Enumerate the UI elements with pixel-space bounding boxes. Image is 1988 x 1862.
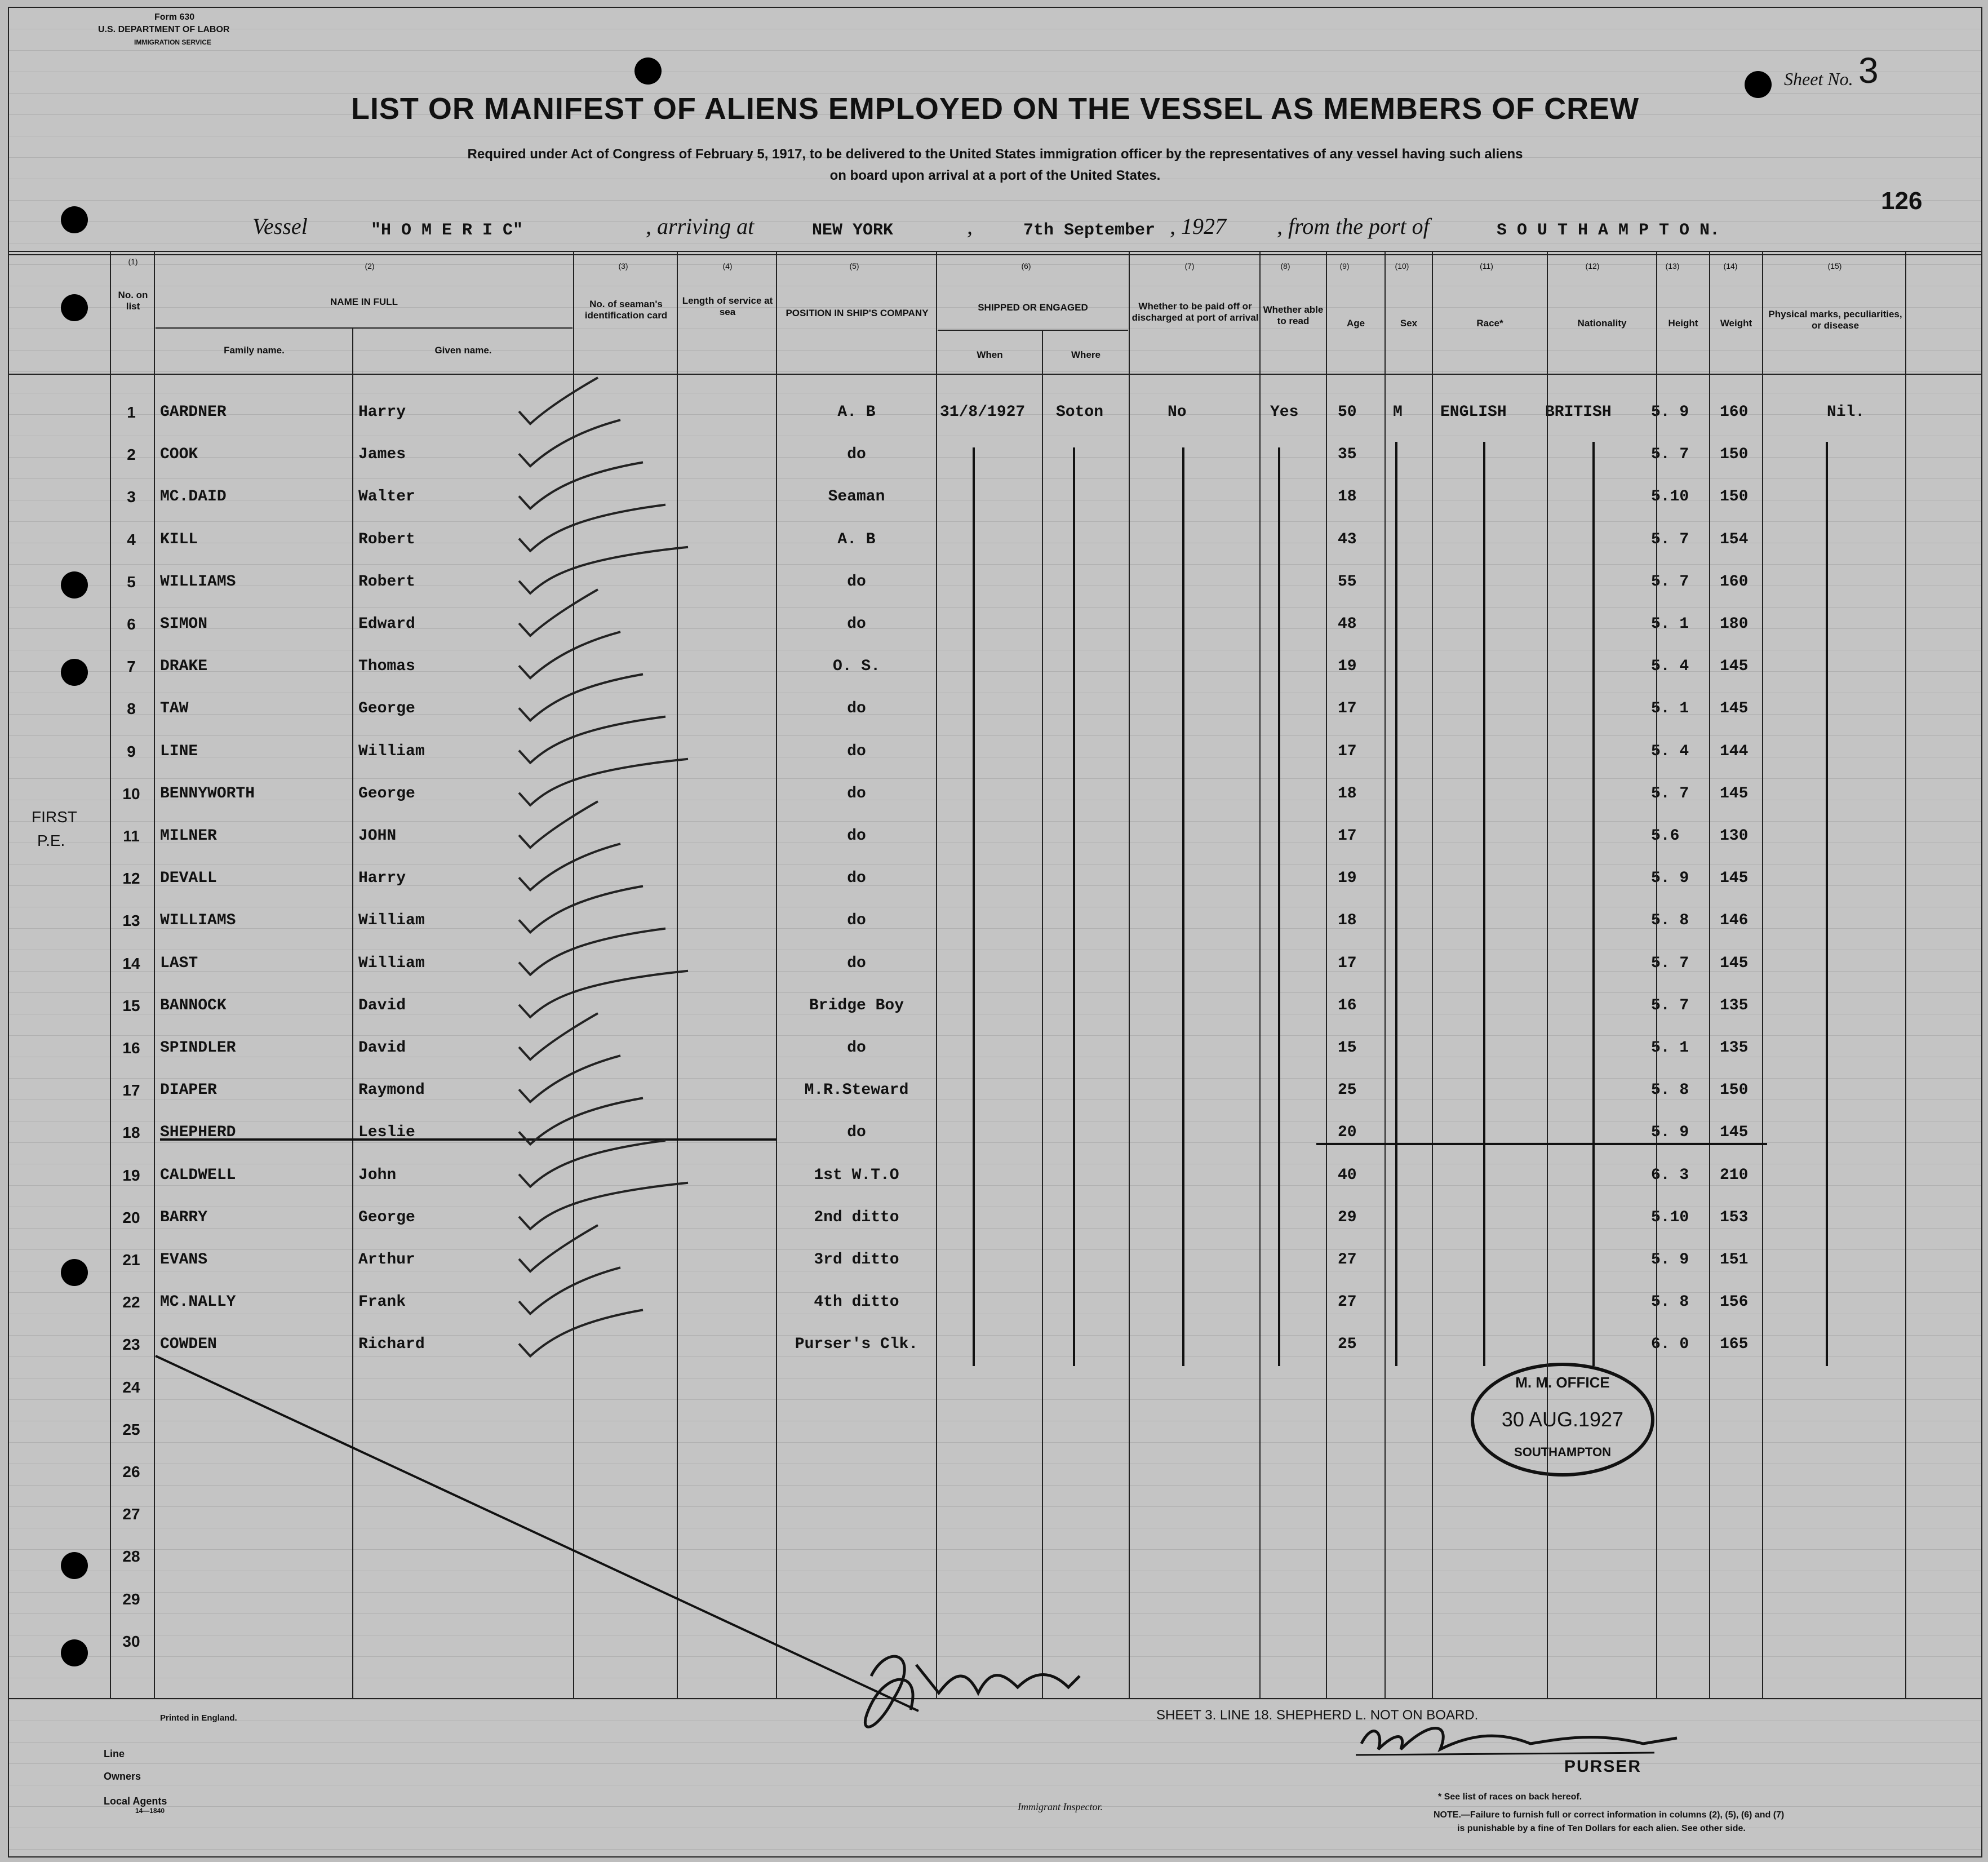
- family-name-cell: DEVALL: [160, 870, 217, 888]
- weight-cell: 151: [1720, 1251, 1749, 1269]
- position-cell: do: [847, 954, 866, 972]
- position-cell: Seaman: [828, 488, 885, 506]
- weight-cell: 210: [1720, 1166, 1749, 1184]
- age-cell: 27: [1338, 1293, 1357, 1311]
- check-mark: [519, 378, 598, 424]
- given-name-cell: Walter: [358, 488, 415, 506]
- check-mark: [519, 844, 620, 890]
- given-name-cell: JOHN: [358, 827, 397, 845]
- row-number: 12: [122, 870, 140, 888]
- header-nationality: Nationality: [1577, 318, 1627, 329]
- position-cell: 4th ditto: [814, 1293, 899, 1311]
- height-cell: 5. 9: [1651, 1251, 1689, 1269]
- family-name-cell: TAW: [160, 700, 189, 718]
- family-name-cell: SIMON: [160, 615, 208, 633]
- header-able-read: Whether able to read: [1263, 304, 1324, 326]
- age-cell: 17: [1338, 827, 1357, 845]
- given-name-cell: Leslie: [358, 1124, 415, 1142]
- col-num: (8): [1280, 261, 1290, 271]
- check-mark: [519, 1225, 598, 1271]
- age-cell: 20: [1338, 1124, 1357, 1142]
- sex-cell: M: [1393, 404, 1403, 421]
- header-height: Height: [1668, 318, 1698, 329]
- stamp-top-text: M. M. OFFICE: [1515, 1374, 1610, 1391]
- col-num: (11): [1480, 261, 1493, 271]
- header-length-service: Length of service at sea: [682, 295, 773, 317]
- age-cell: 18: [1338, 784, 1357, 803]
- check-mark: [519, 759, 688, 805]
- row-number: 9: [127, 742, 136, 760]
- check-mark: [519, 971, 688, 1017]
- row-number: 3: [127, 488, 136, 506]
- check-mark: [519, 717, 665, 763]
- age-cell: 35: [1338, 446, 1357, 464]
- position-cell: do: [847, 615, 866, 633]
- position-cell: Purser's Clk.: [795, 1336, 918, 1354]
- family-name-cell: CALDWELL: [160, 1166, 236, 1184]
- position-cell: do: [847, 784, 866, 803]
- weight-cell: 145: [1720, 700, 1749, 718]
- family-name-cell: WILLIAMS: [160, 573, 236, 591]
- footer-line-label: Line: [104, 1748, 125, 1759]
- header-position: POSITION IN SHIP'S COMPANY: [786, 308, 929, 318]
- age-cell: 48: [1338, 615, 1357, 633]
- printed-in-england: Printed in England.: [160, 1713, 237, 1723]
- row-number: 26: [122, 1463, 140, 1480]
- height-cell: 5.10: [1651, 488, 1689, 506]
- col-num: (10): [1395, 261, 1409, 271]
- col-num: (3): [618, 261, 628, 271]
- position-cell: do: [847, 912, 866, 930]
- position-cell: A. B: [837, 530, 876, 548]
- stamp-date: 30 AUG.1927: [1501, 1408, 1624, 1431]
- row-number: 13: [122, 912, 140, 930]
- height-cell: 5. 8: [1651, 912, 1689, 930]
- sheet-number: 3: [1858, 50, 1879, 91]
- check-mark: [519, 1267, 620, 1314]
- height-cell: 5. 1: [1651, 615, 1689, 633]
- height-cell: 5. 7: [1651, 996, 1689, 1014]
- height-cell: 5. 4: [1651, 742, 1689, 760]
- check-mark: [519, 632, 620, 678]
- family-name-cell: MC.NALLY: [160, 1293, 236, 1311]
- given-name-cell: Raymond: [358, 1081, 425, 1100]
- race-cell: ENGLISH: [1440, 404, 1507, 421]
- col-num: (6): [1021, 261, 1031, 271]
- given-name-cell: Frank: [358, 1293, 406, 1311]
- row-number: 23: [122, 1336, 140, 1354]
- position-cell: 2nd ditto: [814, 1208, 899, 1226]
- height-cell: 5.6: [1651, 827, 1680, 845]
- weight-cell: 145: [1720, 870, 1749, 888]
- row-number: 27: [122, 1505, 140, 1523]
- header-weight: Weight: [1720, 318, 1752, 329]
- col-num: (7): [1184, 261, 1195, 271]
- check-mark: [519, 420, 620, 466]
- given-name-cell: Arthur: [358, 1251, 415, 1269]
- paid-off-cell: No: [1168, 404, 1187, 421]
- weight-cell: 145: [1720, 784, 1749, 803]
- position-cell: do: [847, 1039, 866, 1057]
- row-number: 8: [127, 700, 136, 718]
- check-mark: [519, 462, 643, 508]
- age-cell: 15: [1338, 1039, 1357, 1057]
- age-cell: 29: [1338, 1208, 1357, 1226]
- weight-cell: 150: [1720, 1081, 1749, 1100]
- header-family-name: Family name.: [224, 345, 285, 356]
- position-cell: do: [847, 827, 866, 845]
- height-cell: 5. 8: [1651, 1293, 1689, 1311]
- arrival-port: NEW YORK: [812, 221, 894, 240]
- position-cell: Bridge Boy: [809, 996, 904, 1014]
- row-number: 5: [127, 573, 136, 591]
- header-where: Where: [1071, 349, 1100, 360]
- age-cell: 17: [1338, 742, 1357, 760]
- header-name-in-full: NAME IN FULL: [330, 296, 398, 307]
- row-number: 2: [127, 446, 136, 464]
- height-cell: 6. 3: [1651, 1166, 1689, 1184]
- sheet-label: Sheet No.: [1784, 69, 1853, 89]
- given-name-cell: George: [358, 700, 415, 718]
- height-cell: 5. 1: [1651, 700, 1689, 718]
- age-cell: 19: [1338, 658, 1357, 676]
- weight-cell: 145: [1720, 658, 1749, 676]
- row-number: 24: [122, 1378, 140, 1396]
- family-name-cell: COWDEN: [160, 1336, 217, 1354]
- position-cell: do: [847, 446, 866, 464]
- given-name-cell: Richard: [358, 1336, 425, 1354]
- height-cell: 5. 9: [1651, 870, 1689, 888]
- row-number: 14: [122, 954, 140, 972]
- row-number: 1: [127, 404, 136, 421]
- row-number: 11: [123, 827, 140, 845]
- subtitle-line2: on board upon arrival at a port of the United States.: [829, 168, 1161, 183]
- age-cell: 18: [1338, 912, 1357, 930]
- given-name-cell: Harry: [358, 404, 406, 421]
- able-to-read-cell: Yes: [1270, 404, 1299, 421]
- physical-marks-cell: Nil.: [1827, 404, 1865, 421]
- height-cell: 5. 7: [1651, 446, 1689, 464]
- age-cell: 25: [1338, 1336, 1357, 1354]
- given-name-cell: Robert: [358, 530, 415, 548]
- subtitle-line1: Required under Act of Congress of February 5, 1917, to be delivered to the United States immigration officer by the representatives of any vessel having such aliens: [467, 147, 1523, 162]
- row-number: 22: [122, 1293, 140, 1311]
- weight-cell: 165: [1720, 1336, 1749, 1354]
- weight-cell: 150: [1720, 446, 1749, 464]
- family-name-cell: DRAKE: [160, 658, 208, 676]
- footer-local-agents-label: Local Agents: [104, 1796, 167, 1807]
- weight-cell: 135: [1720, 996, 1749, 1014]
- weight-cell: 146: [1720, 912, 1749, 930]
- shipped-where-cell: Soton: [1056, 404, 1104, 421]
- row-number: 16: [122, 1039, 140, 1057]
- position-cell: O. S.: [832, 658, 880, 676]
- position-cell: 1st W.T.O: [814, 1166, 899, 1184]
- age-cell: 55: [1338, 573, 1357, 591]
- arriving-label: , arriving at: [646, 214, 755, 239]
- vessel-name: "H O M E R I C": [371, 221, 523, 240]
- purser-label: PURSER: [1564, 1757, 1642, 1776]
- given-name-cell: Thomas: [358, 658, 415, 676]
- col-num: (2): [365, 261, 375, 271]
- header-given-name: Given name.: [434, 345, 492, 356]
- col-num: (14): [1723, 261, 1738, 271]
- weight-cell: 156: [1720, 1293, 1749, 1311]
- age-cell: 50: [1338, 404, 1357, 421]
- row-number: 19: [122, 1166, 140, 1184]
- family-name-cell: LINE: [160, 742, 198, 760]
- position-cell: do: [847, 700, 866, 718]
- family-name-cell: BARRY: [160, 1208, 208, 1226]
- age-cell: 16: [1338, 996, 1357, 1014]
- position-cell: A. B: [837, 404, 876, 421]
- age-cell: 18: [1338, 488, 1357, 506]
- header-paid-off: Whether to be paid off or discharged at port of arrival: [1131, 301, 1259, 323]
- age-cell: 17: [1338, 954, 1357, 972]
- age-cell: 40: [1338, 1166, 1357, 1184]
- age-cell: 25: [1338, 1081, 1357, 1100]
- row-number: 30: [122, 1632, 140, 1650]
- family-name-cell: SPINDLER: [160, 1039, 236, 1057]
- department-label: U.S. DEPARTMENT OF LABOR: [98, 25, 230, 34]
- check-mark: [519, 929, 665, 975]
- check-mark: [519, 674, 643, 720]
- check-mark: [519, 1310, 643, 1356]
- purser-signature: [1361, 1728, 1677, 1750]
- arrival-date: 7th September: [1023, 221, 1156, 240]
- position-cell: do: [847, 1124, 866, 1142]
- check-mark: [519, 1098, 643, 1144]
- check-mark: [519, 1013, 598, 1059]
- row-number: 18: [122, 1124, 140, 1142]
- position-cell: do: [847, 870, 866, 888]
- height-cell: 6. 0: [1651, 1336, 1689, 1354]
- family-name-cell: GARDNER: [160, 404, 227, 421]
- header-when: When: [977, 349, 1003, 360]
- given-name-cell: David: [358, 996, 406, 1014]
- manifest-sheet: [8, 7, 1982, 1857]
- row-number: 17: [122, 1081, 140, 1100]
- position-cell: do: [847, 573, 866, 591]
- vessel-label: Vessel: [252, 214, 308, 239]
- comma: ,: [967, 214, 973, 239]
- given-name-cell: Edward: [358, 615, 415, 633]
- given-name-cell: John: [358, 1166, 397, 1184]
- given-name-cell: Robert: [358, 573, 415, 591]
- age-cell: 27: [1338, 1251, 1357, 1269]
- age-cell: 19: [1338, 870, 1357, 888]
- col-num: (4): [722, 261, 733, 271]
- age-cell: 17: [1338, 700, 1357, 718]
- height-cell: 5.10: [1651, 1208, 1689, 1226]
- immigrant-inspector-label: Immigrant Inspector.: [1018, 1801, 1103, 1812]
- family-name-cell: COOK: [160, 446, 198, 464]
- header-no-on-list: No. on list: [118, 290, 148, 312]
- race-footnote: * See list of races on back hereof.: [1438, 1792, 1582, 1802]
- inspector-signature: [865, 1656, 1080, 1727]
- shepherd-note: SHEET 3. LINE 18. SHEPHERD L. NOT ON BOARD.: [1156, 1708, 1479, 1723]
- given-name-cell: Harry: [358, 870, 406, 888]
- given-name-cell: James: [358, 446, 406, 464]
- height-cell: 5. 9: [1651, 1124, 1689, 1142]
- height-cell: 5. 9: [1651, 404, 1689, 421]
- height-cell: 5. 7: [1651, 954, 1689, 972]
- row-number: 20: [122, 1208, 140, 1226]
- col-num: (9): [1339, 261, 1350, 271]
- weight-cell: 180: [1720, 615, 1749, 633]
- departure-port: S O U T H A M P T O N.: [1497, 221, 1720, 240]
- given-name-cell: William: [358, 742, 425, 760]
- margin-note-pe: P.E.: [37, 832, 65, 849]
- height-cell: 5. 4: [1651, 658, 1689, 676]
- margin-note-first: FIRST: [32, 808, 77, 826]
- header-race: Race*: [1476, 318, 1503, 329]
- col-num: (1): [128, 257, 138, 266]
- weight-cell: 145: [1720, 954, 1749, 972]
- row-number: 28: [122, 1548, 140, 1566]
- row-number: 21: [122, 1251, 140, 1269]
- weight-cell: 154: [1720, 530, 1749, 548]
- weight-cell: 160: [1720, 404, 1749, 421]
- position-cell: M.R.Steward: [804, 1081, 909, 1100]
- weight-cell: 150: [1720, 488, 1749, 506]
- given-name-cell: George: [358, 1208, 415, 1226]
- col-num: (13): [1665, 261, 1680, 271]
- check-mark: [519, 1141, 665, 1187]
- from-port-label: , from the port of: [1277, 214, 1430, 239]
- height-cell: 5. 7: [1651, 573, 1689, 591]
- height-cell: 5. 8: [1651, 1081, 1689, 1100]
- page-number: 126: [1881, 187, 1923, 215]
- family-name-cell: WILLIAMS: [160, 912, 236, 930]
- penalty-note-line1: NOTE.—Failure to furnish full or correct information in columns (2), (5), (6) and (7): [1434, 1810, 1785, 1820]
- weight-cell: 130: [1720, 827, 1749, 845]
- family-name-cell: DIAPER: [160, 1081, 217, 1100]
- given-name-cell: William: [358, 912, 425, 930]
- footer-owners-label: Owners: [104, 1771, 141, 1782]
- check-mark: [519, 886, 643, 932]
- footer-form-code: 14—1840: [135, 1807, 165, 1815]
- row-number: 29: [122, 1590, 140, 1608]
- given-name-cell: David: [358, 1039, 406, 1057]
- check-mark: [519, 1056, 620, 1102]
- row-number: 15: [122, 996, 140, 1014]
- age-cell: 43: [1338, 530, 1357, 548]
- given-name-cell: William: [358, 954, 425, 972]
- col-num: (15): [1827, 261, 1842, 271]
- shipped-when-cell: 31/8/1927: [940, 404, 1026, 421]
- weight-cell: 145: [1720, 1124, 1749, 1142]
- row-number: 25: [122, 1420, 140, 1438]
- weight-cell: 144: [1720, 742, 1749, 760]
- family-name-cell: MILNER: [160, 827, 217, 845]
- col-num: (12): [1585, 261, 1600, 271]
- family-name-cell: KILL: [160, 530, 198, 548]
- arrival-year: , 1927: [1170, 214, 1226, 239]
- row-number: 7: [127, 658, 136, 676]
- form-number: Form 630: [154, 12, 195, 22]
- family-name-cell: BENNYWORTH: [160, 784, 255, 803]
- header-age: Age: [1346, 318, 1365, 329]
- header-shipped: SHIPPED OR ENGAGED: [978, 302, 1088, 313]
- form-lines-overlay: [9, 8, 1981, 1856]
- position-cell: do: [847, 742, 866, 760]
- row-number: 6: [127, 615, 136, 633]
- family-name-cell: EVANS: [160, 1251, 208, 1269]
- header-sex: Sex: [1400, 318, 1418, 329]
- height-cell: 5. 7: [1651, 784, 1689, 803]
- header-id-card: No. of seaman's identification card: [584, 299, 668, 321]
- check-mark: [519, 589, 598, 636]
- check-mark: [519, 505, 665, 551]
- height-cell: 5. 1: [1651, 1039, 1689, 1057]
- family-name-cell: LAST: [160, 954, 198, 972]
- family-name-cell: BANNOCK: [160, 996, 227, 1014]
- penalty-note-line2: is punishable by a fine of Ten Dollars for each alien. See other side.: [1457, 1824, 1746, 1833]
- weight-cell: 135: [1720, 1039, 1749, 1057]
- page-title: LIST OR MANIFEST OF ALIENS EMPLOYED ON THE VESSEL AS MEMBERS OF CREW: [350, 92, 1640, 126]
- given-name-cell: George: [358, 784, 415, 803]
- col-num: (5): [849, 261, 859, 271]
- row-number: 4: [127, 530, 136, 548]
- check-mark: [519, 547, 688, 593]
- family-name-cell: MC.DAID: [160, 488, 227, 506]
- row-number: 10: [122, 784, 140, 803]
- check-mark: [519, 801, 598, 848]
- check-mark: [519, 1183, 688, 1229]
- height-cell: 5. 7: [1651, 530, 1689, 548]
- stamp-bottom-text: SOUTHAMPTON: [1514, 1445, 1611, 1459]
- header-physical-marks: Physical marks, peculiarities, or disease: [1768, 309, 1902, 331]
- position-cell: 3rd ditto: [814, 1251, 899, 1269]
- weight-cell: 153: [1720, 1208, 1749, 1226]
- service-label: IMMIGRATION SERVICE: [134, 38, 211, 46]
- family-name-cell: SHEPHERD: [160, 1124, 236, 1142]
- nationality-cell: BRITISH: [1545, 404, 1612, 421]
- weight-cell: 160: [1720, 573, 1749, 591]
